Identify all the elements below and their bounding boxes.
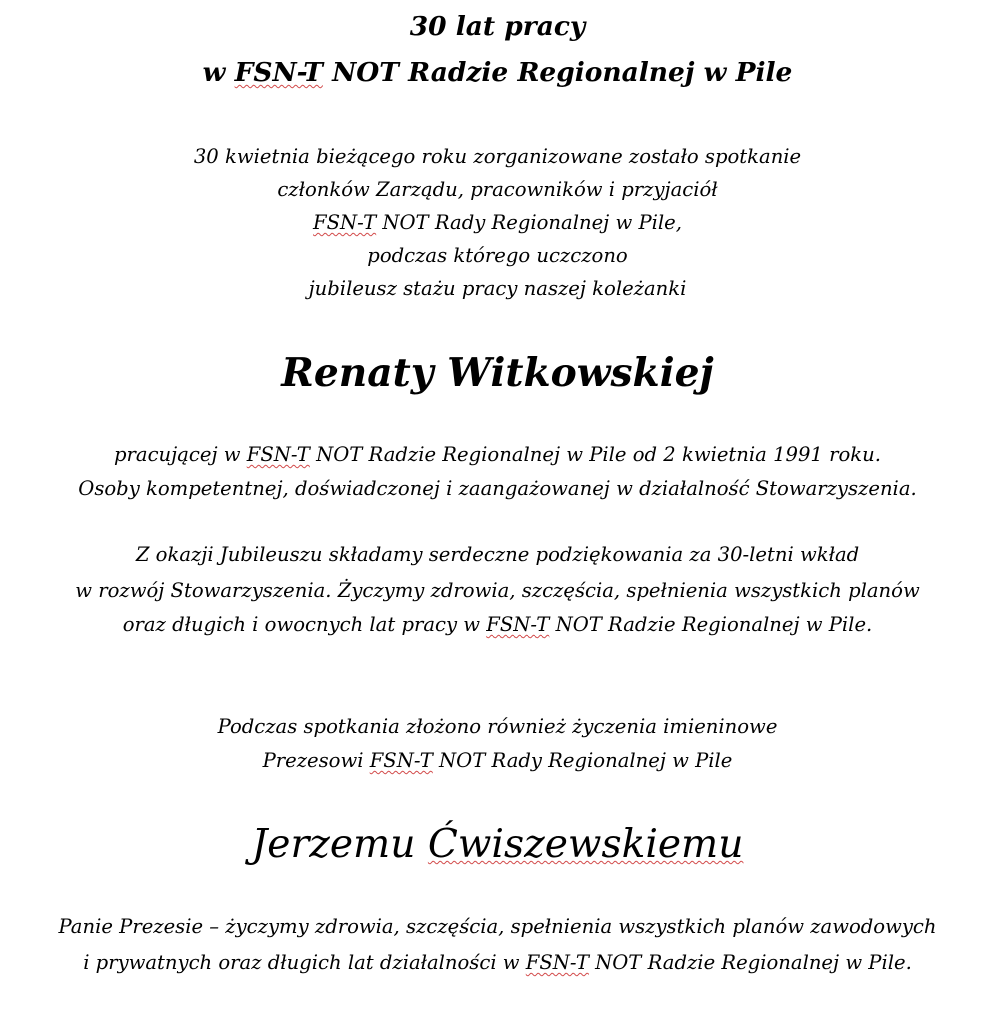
org-abbreviation: FSN-T [234,57,323,88]
honoree-details-line-2 [0,474,995,504]
details-text: pracującej w [114,443,247,466]
intro-line-2 [0,175,995,205]
title-text: w [202,57,235,88]
title-line-2 [0,56,995,90]
title-text: NOT Radzie Regionalnej w Pile [322,57,793,88]
title-text: 30 lat pracy [409,11,586,42]
jubilee-wishes-line-2 [0,576,995,606]
jubilee-wishes-line-1 [0,540,995,570]
name-space [415,822,427,867]
org-abbreviation: FSN-T [486,613,550,636]
org-abbreviation: FSN-T [246,443,310,466]
closing-line-2 [0,948,995,978]
details-text: NOT Radzie Regionalnej w Pile od 2 kwietnia 1991 roku. [309,443,881,466]
honoree-name-jerzy [0,820,995,870]
nameday-line-2 [0,746,995,776]
org-abbreviation: FSN-T [525,951,589,974]
intro-line-5 [0,274,995,304]
nameday-text: Prezesowi [262,749,370,772]
wishes-text: NOT Radzie Regionalnej w Pile. [549,613,873,636]
nameday-text: NOT Rady Regionalnej w Pile [432,749,733,772]
intro-line-3 [0,208,995,238]
wishes-text: w rozwój Stowarzyszenia. Życzymy zdrowia, szczęścia, spełnienia wszystkich planów [75,579,920,602]
details-text: Osoby kompetentnej, doświadczonej i zaangażowanej w działalność Stowarzyszenia. [78,477,917,500]
intro-text: 30 kwietnia bieżącego roku zorganizowane zostało spotkanie [193,145,802,168]
jubilee-wishes-line-3 [0,610,995,640]
nameday-text: Podczas spotkania złożono również życzenia imieninowe [217,715,778,738]
closing-text: NOT Radzie Regionalnej w Pile. [588,951,912,974]
intro-text: członków Zarządu, pracowników i przyjaciół [277,178,718,201]
honoree-surname: Ćwiszewskiemu [427,822,744,867]
org-abbreviation: FSN-T [313,211,377,234]
org-abbreviation: FSN-T [369,749,433,772]
intro-text: NOT Rady Regionalnej w Pile, [376,211,682,234]
intro-line-4 [0,241,995,271]
closing-text: Panie Prezesie – życzymy zdrowia, szczęścia, spełnienia wszystkich planów zawodowych [58,915,937,938]
title-line-1 [0,10,995,44]
intro-text: podczas którego uczczono [367,244,628,267]
intro-line-1 [0,142,995,172]
wishes-text: Z okazji Jubileuszu składamy serdeczne podziękowania za 30-letni wkład [135,543,860,566]
closing-text: i prywatnych oraz długich lat działalności w [83,951,526,974]
honoree-details-line-1 [0,440,995,470]
wishes-text: oraz długich i owocnych lat pracy w [122,613,487,636]
honoree-first-name: Jerzemu [251,822,416,867]
intro-text: jubileusz stażu pracy naszej koleżanki [308,277,687,300]
closing-line-1 [0,912,995,942]
nameday-line-1 [0,712,995,742]
honoree-name-text: Renaty Witkowskiej [281,350,714,396]
honoree-name-renata [0,348,995,398]
